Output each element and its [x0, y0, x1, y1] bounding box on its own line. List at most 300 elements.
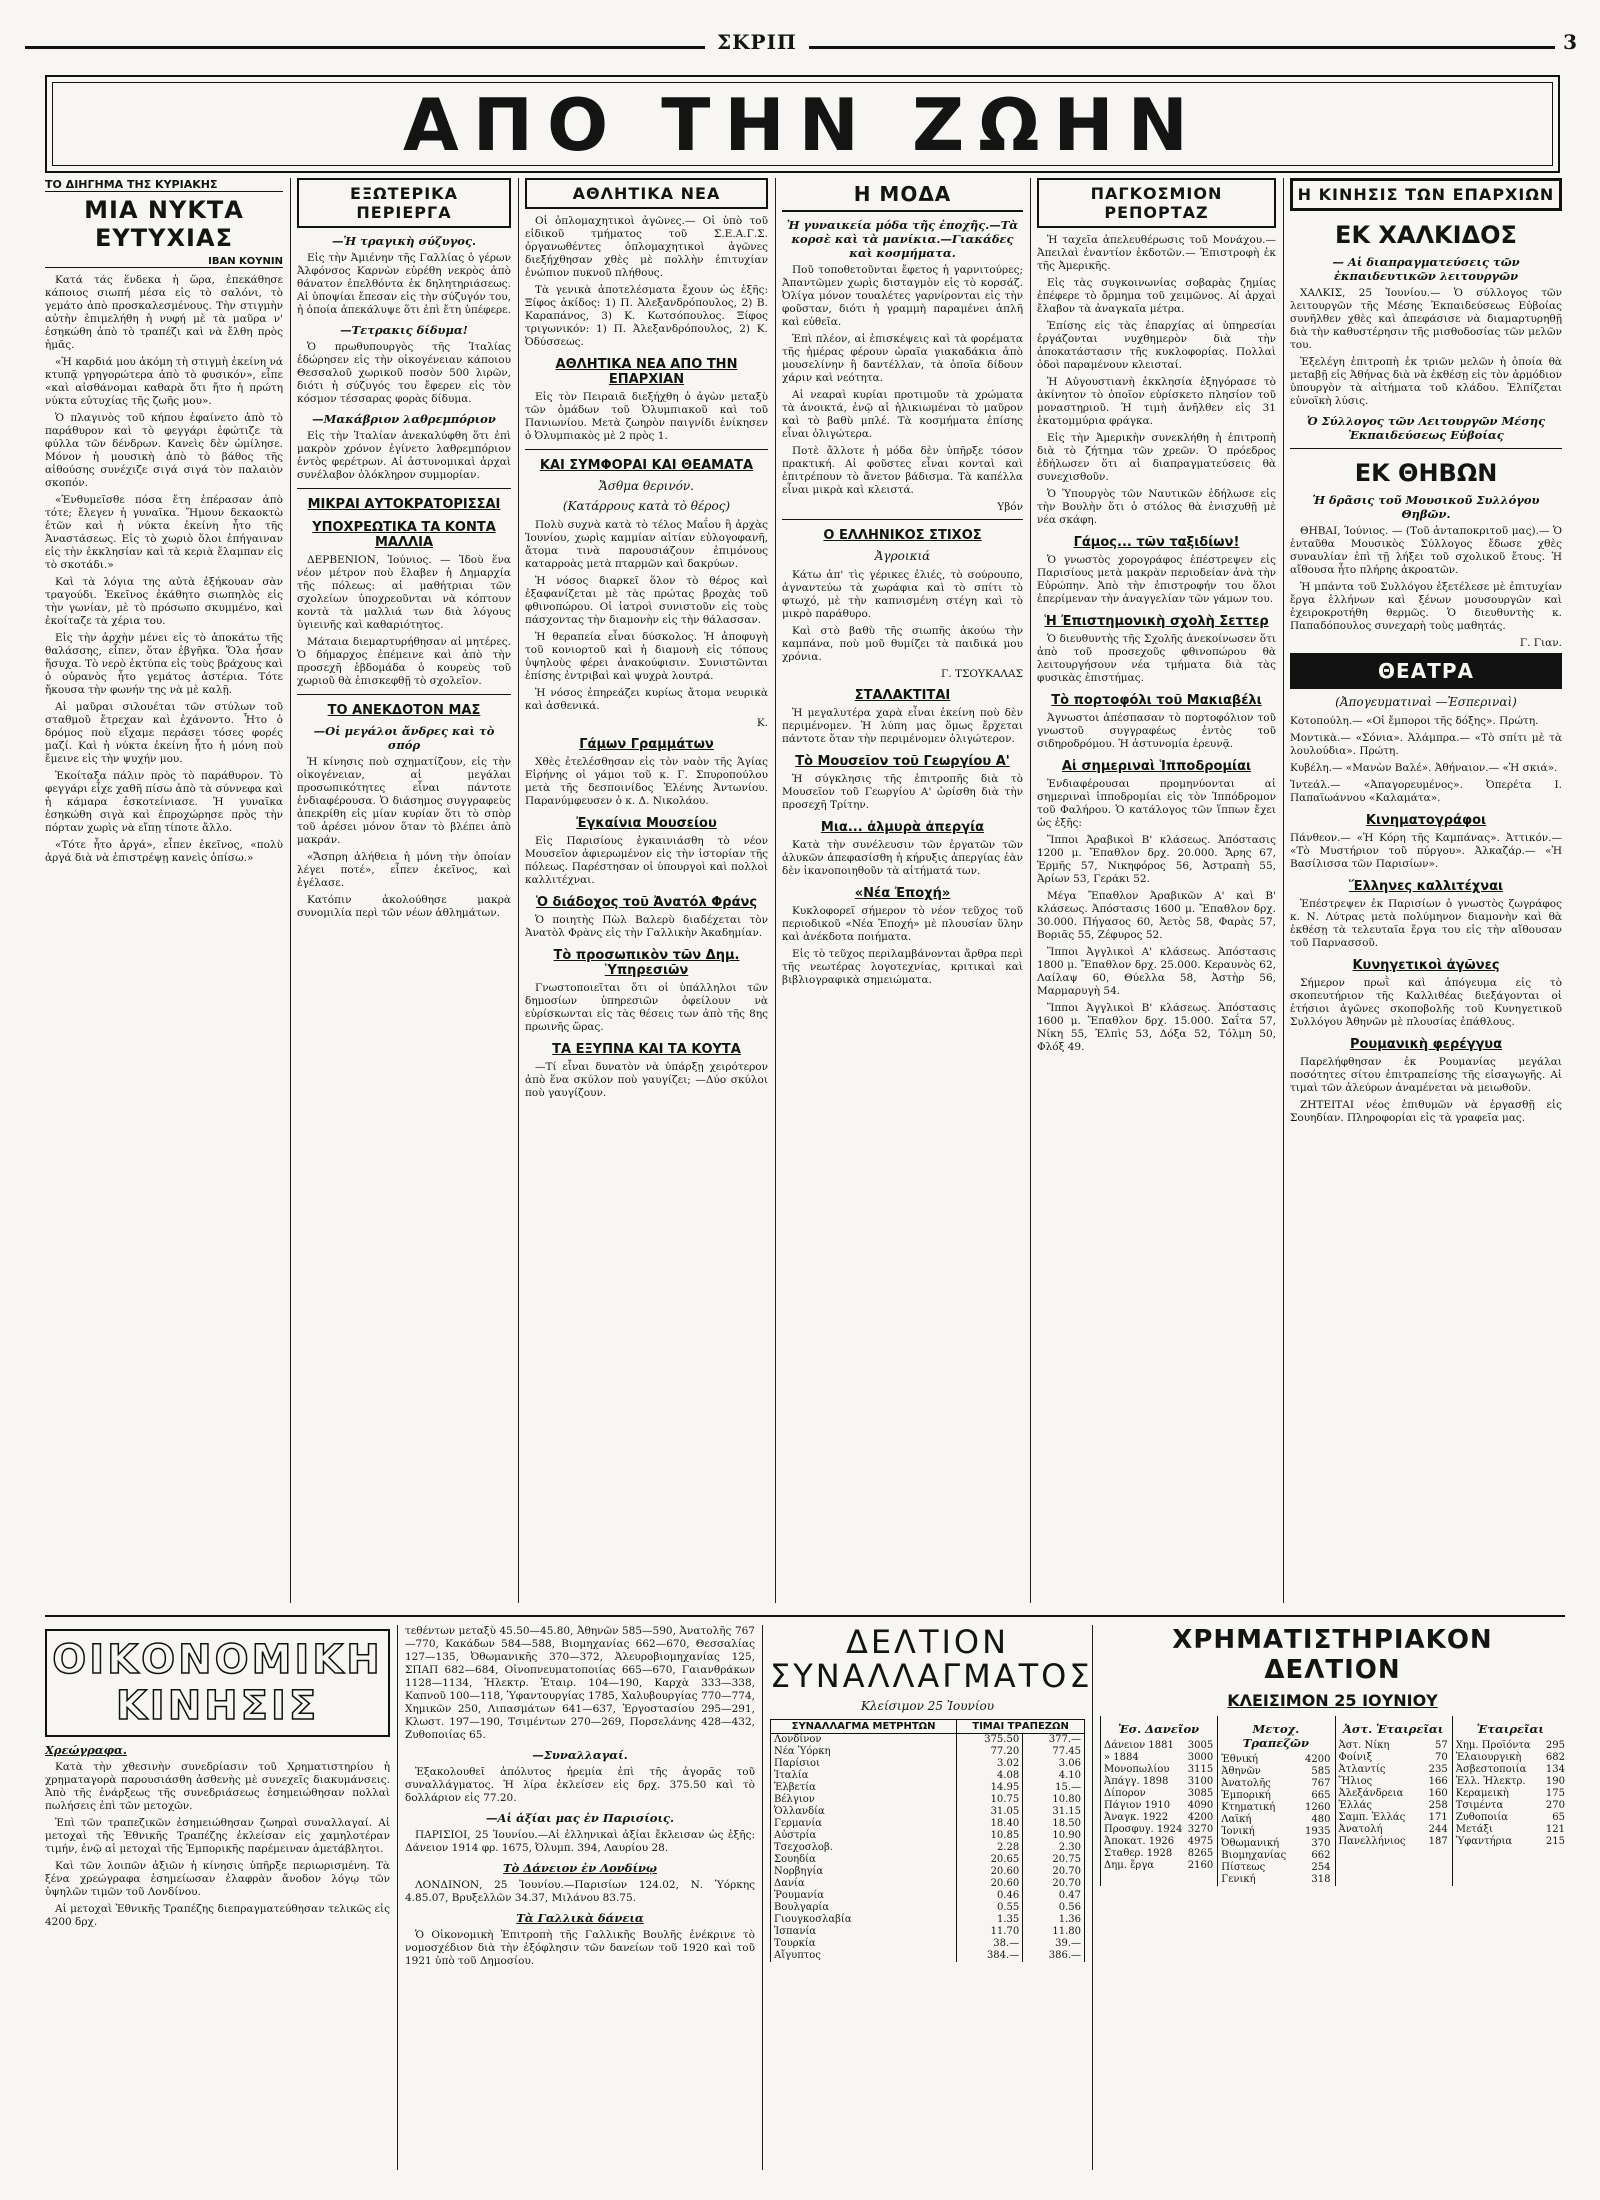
- stock-name: Πίστεως: [1221, 1862, 1266, 1873]
- stock-price: 682: [1545, 1752, 1565, 1763]
- story-paragraph: Ὁ πλαγινὸς τοῦ κήπου ἐφαίνετο ἀπὸ τὸ παράθυρον καὶ τὸ φεγγάρι ἐφώτιζε τὰ φύλλα τῶν δένδρων. Κανεὶς δὲν ὡμίλησε. Μόνον ἡ μουσικὴ ἀπὸ τὸ βάθος τῆς αἰθούσης συνέχιζε σιγά σιγά τὸν παλαιὸν σκοπόν.: [45, 412, 283, 489]
- item-text: Μάταια διεμαρτυρήθησαν αἱ μητέρες. Ὁ δήμαρχος ἐπέμεινε καὶ ἀπὸ τὴν προσεχῆ ἑβδομάδα ὁ κουρεὺς τοῦ χωριοῦ θὰ ἐπισκεφθῇ τὸ σχολεῖον.: [297, 636, 511, 687]
- stock-price: 665: [1311, 1790, 1331, 1801]
- exchange-bulletin: [770, 1623, 1093, 1962]
- item-text: ΠΑΡΙΣΙΟΙ, 25 Ἰουνίου.—Αἱ ἑλληνικαὶ ἀξίαι ἔκλεισαν ὡς ἑξῆς: Δάνειον 1914 φρ. 1675, Ὀλυμπ. 394, Λαυρίου 28.: [405, 1829, 755, 1854]
- divider: [297, 488, 511, 489]
- item-text: Ἡ νόσος ἐπηρεάζει κυρίως ἄτομα νευρικὰ καὶ ἀσθενικά.: [525, 687, 768, 712]
- stock-price: 4090: [1187, 1800, 1214, 1811]
- stock-row: [1104, 1848, 1213, 1860]
- story-paragraph: Ἐκοίταξα πάλιν πρὸς τὸ παράθυρον. Τὸ φεγγάρι εἶχε χαθῆ πίσω ἀπὸ τὰ σύννεφα καὶ ἡ κάμαρα ἐσκοτείνιασε. Ἡ γυναῖκα ἐσηκώθη σιγὰ καὶ ἐπροχώρησε πρὸς τὴν πόρταν χωρὶς νὰ εἴπῃ τίποτε ἄλλο.: [45, 770, 283, 834]
- rate-value: 3.02: [957, 1758, 1023, 1770]
- stock-price: 254: [1311, 1862, 1331, 1873]
- currency-name: Τσεχοσλοβ.: [771, 1842, 957, 1854]
- stock-name: Ἀλεξάνδρεια: [1338, 1788, 1404, 1799]
- stock-name: Τσιμέντα: [1455, 1800, 1504, 1811]
- stock-price: 3085: [1187, 1788, 1214, 1799]
- stock-price: 4200: [1187, 1812, 1214, 1823]
- item-title: —Συναλλαγαί.: [532, 1748, 628, 1762]
- stock-name: Σταθερ. 1928: [1104, 1848, 1173, 1859]
- stock-row: [1221, 1814, 1330, 1826]
- stock-row: [1221, 1778, 1330, 1790]
- stock-bulletin: [1100, 1625, 1565, 1886]
- stock-subtitle: ΚΛΕΙΣΙΜΟΝ 25 ΙΟΥΝΙΟΥ: [1227, 1691, 1438, 1710]
- rate-value: 10.85: [957, 1830, 1023, 1842]
- rate-value: 0.47: [1023, 1890, 1085, 1902]
- section-header: Η ΜΟΔΑ: [782, 178, 1023, 212]
- item-subtitle: (Ἀπογευματιναὶ —Ἑσπεριναὶ): [1335, 695, 1517, 709]
- column-rule: [1030, 178, 1031, 1603]
- stock-title: ΧΡΗΜΑΤΙΣΤΗΡΙΑΚΟΝ ΔΕΛΤΙΟΝ: [1172, 1625, 1493, 1685]
- stock-price: 3270: [1187, 1824, 1214, 1835]
- economy-column: [45, 1629, 390, 1933]
- item-text: Κυκλοφορεῖ σήμερον τὸ νέον τεῦχος τοῦ περιοδικοῦ «Νέα Ἐποχή» μὲ πλουσίαν ὕλην καὶ ἀνέκδοτα ποιήματα.: [782, 905, 1023, 943]
- item-headline: Ἐγκαίνια Μουσείου: [576, 816, 717, 831]
- item-text: Αἱ μετοχαὶ Ἐθνικῆς Τραπέζης διεπραγματεύθησαν τελικῶς εἰς 4200 δρχ.: [45, 1903, 390, 1928]
- rate-value: 77.20: [957, 1746, 1023, 1758]
- currency-name: Βουλγαρία: [771, 1902, 957, 1914]
- stock-price: 190: [1545, 1776, 1565, 1787]
- stock-price: 2160: [1187, 1860, 1214, 1871]
- stock-row: [1221, 1874, 1330, 1886]
- stock-name: Ἀνατολή: [1338, 1824, 1383, 1835]
- stock-name: Κτηματική: [1221, 1802, 1276, 1813]
- item-text: Εἰς τὸν Πειραιᾶ διεξήχθη ὁ ἀγὼν μεταξὺ τῶν ὁμάδων τοῦ Ὀλυμπιακοῦ καὶ τοῦ Πανιωνίου. Μετὰ ζωηρὸν παιγνίδι ἐνίκησεν ὁ Ὀλυμπιακὸς μὲ 2 πρὸς 1.: [525, 391, 768, 442]
- table-row: [771, 1902, 1085, 1914]
- item-text: Ἡ Αὐγουστιανὴ ἐκκλησία ἐξηγόρασε τὸ ἀκίνητον τὸ ὁποῖον εὑρίσκετο πλησίον τοῦ μοναστηριοῦ. Ἡ τιμὴ ἀνῆλθεν εἰς 31 ἑκατομμύρια φράγκα.: [1037, 376, 1276, 427]
- column-rule: [1092, 1625, 1093, 2170]
- financial-section: [45, 1615, 1565, 2175]
- stock-name: Φοίνιξ: [1338, 1752, 1373, 1763]
- item-text: τεθέντων μεταξὺ 45.50—45.80, Ἀθηνῶν 585—590, Ἀνατολῆς 767—770, Κακάδων 584—588, Βιομηχανίας 662—670, Θεσσαλίας 127—135, Ὀθωμανικῆς 370—372, Ἀλευροβιομηχανίας 125, ΣΠΑΠ 682—684, Οἰνοπνευματοποιίας 665—670, Γαιανθράκων 1128—1134, Ἠλεκτρ. Ἑταιρ. 104—190, Καρχὰ 333—338, Καπνοῦ 100—118, Ὑφαντουργίας 1785, Χαλυβουργίας 770—774, Χημικῶν 250, Λιπασμάτων 641—637, Ἐργοστασίου 295—291, Κλωστ. 197—190, Τσιμέντων 270—269, Πορσελάνης 428—432, Ζυθοποιίας 65.: [405, 1625, 755, 1741]
- item-text: Ὁ γνωστὸς χορογράφος ἐπέστρεψεν εἰς Παρισίους μετὰ μακρὰν περιοδείαν ἀνὰ τὴν Εὐρώπην. Ἀπὸ τὴν ἐπιστροφήν του ὅλοι ἐπερίμεναν τὴν ἀναγγελίαν τῶν γάμων του.: [1037, 554, 1276, 605]
- item-text: Ἐνδιαφέρουσαι προμηνύονται αἱ σημεριναὶ ἱπποδρομίαι εἰς τὸν Ἱππόδρομον τοῦ Φαλήρου. Ὁ κατάλογος τῶν ἵππων ἔχει ὡς ἑξῆς:: [1037, 778, 1276, 829]
- stock-name: Μονοπωλίου: [1104, 1764, 1170, 1775]
- table-row: [771, 1878, 1085, 1890]
- stock-name: Ἐμπορική: [1221, 1790, 1271, 1801]
- item-text: Ἡ ταχεῖα ἀπελευθέρωσις τοῦ Μονάχου.— Ἀπειλαὶ ἐναντίον ἐκδοτῶν.— Ἐπιστροφὴ ἐκ τῆς Ἀμερικῆς.: [1037, 234, 1276, 272]
- rate-value: 377.—: [1023, 1734, 1085, 1747]
- item-text: Ποῦ τοποθετοῦνται ἔφετος ἡ γαρνιτούρες; Ἀπαντῶμεν χωρὶς δισταγμὸν εἰς τὸ κορσάζ. Ὀλίγα μόνον τουαλέτες γαρνίρονται εἰς τὴν φοῦσταν, διότι ἡ γραμμὴ παραμένει ἁπλῆ καὶ εὐθεῖα.: [782, 264, 1023, 328]
- item-text: Εἰς τὴν Ἀμερικὴν συνεκλήθη ἡ ἐπιτροπὴ διὰ τὸ ζήτημα τῶν χρεῶν. Ὁ πρόεδρος ἐδήλωσεν ὅτι αἱ διαπραγματεύσεις θὰ συνεχισθοῦν.: [1037, 432, 1276, 483]
- table-row: [771, 1842, 1085, 1854]
- item-headline: Ὁ διάδοχος τοῦ Ἀνατόλ Φράνς: [535, 895, 758, 910]
- item-text: Ἡ κίνησις ποὺ σχηματίζουν, εἰς τὴν οἰκογένειαν, αἱ μεγάλαι προσωπικότητες εἶναι πάντοτε ἐνδιαφέρουσα. Ὁ διάσημος συγγραφεὺς ἀπεκρίθη εἰς μίαν κυρίαν ὅτι τὸ σπὸρ τοῦ ἀρέσει μόνον ὅταν τὸ βλέπει ἀπὸ μακράν.: [297, 756, 511, 846]
- item-headline: Τὸ πορτοφόλι τοῦ Μακιαβέλι: [1051, 693, 1262, 708]
- stock-name: Βιομηχανίας: [1221, 1850, 1287, 1861]
- stock-row: [1456, 1776, 1565, 1788]
- poem-title: Ἀγροικιά: [874, 549, 931, 563]
- item-text: Γνωστοποιεῖται ὅτι οἱ ὑπάλληλοι τῶν δημοσίων ὑπηρεσιῶν ὀφείλουν νὰ εὑρίσκωνται εἰς τὰς θέσεις των ἀπὸ τῆς 8ης πρωινῆς ὥρας.: [525, 982, 768, 1033]
- item-text: Ἐξακολουθεῖ ἀπόλυτος ἠρεμία ἐπὶ τῆς ἀγορᾶς τοῦ συναλλάγματος. Ἡ λίρα ἐκλείσεν εἰς δρχ. 375.50 καὶ τὸ δολλάριον εἰς 77.20.: [405, 1766, 755, 1804]
- item-text: Εἰς τὰς συγκοινωνίας σοβαρὰς ζημίας ἐπέφερε τὸ ὄρμημα τοῦ χειμῶνος. Αἱ ἀρχαὶ ἔλαβον τὰ ἀναγκαῖα μέτρα.: [1037, 277, 1276, 315]
- story-paragraph: Καὶ τὰ λόγια της αὐτὰ ἐξήκουαν σὰν τραγούδι. Ἐκεῖνος ἐκάθητο σιωπηλὸς εἰς τὴν γωνίαν, μὲ τὸ πρόσωπο σκυμμένο, καὶ ἐκοίταζε τὰ χέρια του.: [45, 576, 283, 627]
- item-headline: Γάμων Γραμμάτων: [579, 737, 714, 752]
- stock-name: Λαϊκή: [1221, 1814, 1252, 1825]
- item-text: Ἐπὶ τῶν τραπεζικῶν ἐσημειώθησαν ζωηραὶ συναλλαγαί. Αἱ μετοχαὶ τῆς Ἐθνικῆς Τραπέζης ἐκλείσαν εἰς χαμηλοτέραν τιμήν, ἐνῷ αἱ μετοχαὶ τῆς Ἐμπορικῆς παρέμειναν ἀμετάβλητοι.: [45, 1817, 390, 1855]
- currency-name: Γερμανία: [771, 1818, 957, 1830]
- stock-name: Ἐθνική: [1221, 1754, 1259, 1765]
- item-text: ΧΑΛΚΙΣ, 25 Ἰουνίου.— Ὁ σύλλογος τῶν λειτουργῶν τῆς Μέσης Ἐκπαιδεύσεως Εὐβοίας συνῆλθεν χθὲς καὶ ἀπεφάσισε νὰ διαμαρτυρηθῇ διὰ τὴν καθυστέρησιν τῆς μισθοδοσίας τῶν μελῶν του.: [1290, 287, 1562, 351]
- stock-group-title: Ἑταιρεῖαι: [1476, 1722, 1544, 1736]
- item-subtitle: Ἡ δρᾶσις τοῦ Μουσικοῦ Συλλόγου Θηβῶν.: [1312, 493, 1540, 521]
- table-row: [771, 1782, 1085, 1794]
- rate-value: 375.50: [957, 1734, 1023, 1747]
- currency-name: Ἰσπανία: [771, 1926, 957, 1938]
- stock-name: Δημ. ἔργα: [1104, 1860, 1155, 1871]
- currency-name: Λονδίνον: [771, 1734, 957, 1747]
- stock-price: 175: [1545, 1788, 1565, 1799]
- item-text: ΛΟΝΔΙΝΟΝ, 25 Ἰουνίου.—Παρισίων 124.02, Ν. Ὑόρκης 4.85.07, Βρυξελλῶν 34.37, Μιλάνου 83.75.: [405, 1879, 755, 1904]
- currency-name: Νέα Ὑόρκη: [771, 1746, 957, 1758]
- item-text: Σήμερον πρωῒ καὶ ἀπόγευμα εἰς τὸ σκοπευτήριον τῆς Καλλιθέας διεξάγονται οἱ ἐτήσιοι ἀγῶνες σκοποβολῆς τοῦ Κυνηγετικοῦ Συλλόγου Ἀθηνῶν μὲ πλουσίας ἐπάθλους.: [1290, 977, 1562, 1028]
- item-title: Τὸ Δάνειον ἐν Λονδίνῳ: [503, 1861, 657, 1875]
- stock-group: [1335, 1716, 1448, 1886]
- stock-row: [1104, 1752, 1213, 1764]
- item-headline: Ρουμανικὴ φερέγγυα: [1349, 1037, 1503, 1052]
- stock-row: [1339, 1800, 1448, 1812]
- rate-value: 384.—: [957, 1950, 1023, 1962]
- stock-name: Ἑλλ. Ἠλεκτρ.: [1455, 1776, 1526, 1787]
- poem-text: Καὶ στὸ βαθὺ τῆς σιωπῆς ἀκούω τὴν καμπάνα, ποὺ μοῦ θυμίζει τὰ παιδικά μου χρόνια.: [782, 625, 1023, 663]
- item-subtitle: — Αἱ διαπραγματεύσεις τῶν ἐκπαιδευτικῶν λειτουργῶν: [1332, 255, 1520, 283]
- stock-name: » 1884: [1104, 1752, 1139, 1763]
- banner-title: ΑΠΟ ΤΗΝ ΖΩΗΝ: [403, 83, 1202, 167]
- item-text: ΘΗΒΑΙ, Ἰούνιος. — (Τοῦ ἀνταποκριτοῦ μας).— Ὁ ἐνταῦθα Μουσικὸς Σύλλογος ἔδωσε χθὲς συναυλίαν ἐπὶ τῇ λήξει τοῦ σχολικοῦ ἔτους. Ἡ αἴθουσα ἦτο πλήρης ἀκροατῶν.: [1290, 525, 1562, 576]
- stock-name: Ἥλιος: [1338, 1776, 1373, 1787]
- stock-name: Ζυθοποιία: [1455, 1812, 1509, 1823]
- story-paragraph: Εἰς τὴν ἀρχὴν μένει εἰς τὸ ἀποκάτω τῆς θαλάσσης, εἶπεν, ὅταν ἐβγῆκα. Ὅλα ἦσαν ἥσυχα. Τὸ νερὸ ἐκτύπα εἰς τοὺς βράχους καὶ ὁ οὐρανὸς ἦτο γεμάτος ἀστέρια. Τότε ἤκουσα τὴν φωνήν της νὰ μὲ καλῇ.: [45, 632, 283, 696]
- stock-name: Ἀπάγγ. 1898: [1104, 1776, 1169, 1787]
- stock-price: 8265: [1187, 1848, 1214, 1859]
- stock-price: 4975: [1187, 1836, 1214, 1847]
- cinema-listing: Πάνθεον.— «Ἡ Κόρη τῆς Καμπάνας». Ἀττικόν.— «Τὸ Μυστήριον τοῦ πύργου». Ἀλκαζάρ.— «Ἡ Βασίλισσα τῶν Παρισίων».: [1290, 832, 1562, 870]
- stock-row: [1456, 1824, 1565, 1836]
- table-row: [771, 1818, 1085, 1830]
- story-column: [45, 178, 283, 1603]
- stock-price: 1260: [1305, 1802, 1331, 1813]
- stock-name: Ἀναγκ. 1922: [1104, 1812, 1169, 1823]
- item-title: Ἄσθμα θερινόν.: [599, 479, 694, 493]
- rate-value: 20.75: [1023, 1854, 1085, 1866]
- rate-value: 0.55: [957, 1902, 1023, 1914]
- column-header: ΤΙΜΑΙ ΤΡΑΠΕΖΩΝ: [957, 1720, 1085, 1734]
- item-subtitle: (Κατάρρους κατὰ τὸ θέρος): [562, 499, 731, 513]
- stock-row: [1339, 1752, 1448, 1764]
- item-text: Μέγα Ἔπαθλον Ἀραβικῶν Α' καὶ Β' κλάσεως. Ἀπόστασις 1600 μ. Ἔπαθλον δρχ. 30.000. Πήγασος 60, Ἀετὸς 58, Φαρὰς 57, Βοριᾶς 55, Ζέφυρος 52.: [1037, 890, 1276, 941]
- stock-name: Ὀθωμανική: [1221, 1838, 1280, 1849]
- stock-price: 3000: [1187, 1752, 1214, 1763]
- item-text: Ἐξελέγη ἐπιτροπὴ ἐκ τριῶν μελῶν ἡ ὁποία θὰ μεταβῇ εἰς Ἀθήνας διὰ νὰ ἐκθέσῃ εἰς τὸν ἁρμόδιον ὑπουργὸν τὰ αἰτήματα τοῦ κλάδου. Ἐλπίζεται εὐνοϊκὴ λύσις.: [1290, 356, 1562, 407]
- item-text: Ἐπὶ πλέον, αἱ ἐπισκέψεις καὶ τὰ φορέματα τῆς ἡμέρας φέρουν ὡραῖα γιακαδάκια ἀπὸ μουσελίνην ἢ δαντέλλαν, τὰ ὁποῖα δίδουν χάριν καὶ νεότητα.: [782, 333, 1023, 384]
- stock-group: [1100, 1716, 1213, 1886]
- stock-row: [1339, 1776, 1448, 1788]
- stock-name: Πάγιον 1910: [1104, 1800, 1171, 1811]
- item-text: Ἵπποι Ἀγγλικοὶ Α' κλάσεως. Ἀπόστασις 1800 μ. Ἔπαθλον δρχ. 25.000. Κεραυνὸς 62, Λαίλαψ 60, Θύελλα 58, Ἀστὴρ 56, Μαρμαρυγὴ 54.: [1037, 946, 1276, 997]
- item-headline: Ἡ Ἐπιστημονικὴ σχολὴ Σεττερ: [1044, 614, 1269, 629]
- table-row: [771, 1938, 1085, 1950]
- table-row: [771, 1734, 1085, 1747]
- exchange-table: [770, 1719, 1085, 1962]
- stock-name: Χημ. Προϊόντα: [1455, 1740, 1531, 1751]
- stock-name: Ἀσβεστοποιία: [1455, 1764, 1527, 1775]
- item-headline: ΥΠΟΧΡΕΩΤΙΚΑ ΤΑ ΚΟΝΤΑ ΜΑΛΛΙΑ: [312, 520, 496, 550]
- currency-name: Βέλγιον: [771, 1794, 957, 1806]
- table-row: [771, 1890, 1085, 1902]
- stock-row: [1221, 1802, 1330, 1814]
- currency-name: Παρίσιοι: [771, 1758, 957, 1770]
- stock-price: 258: [1428, 1800, 1448, 1811]
- stock-group: [1217, 1716, 1330, 1886]
- stock-price: 70: [1435, 1752, 1448, 1763]
- stock-price: 3100: [1187, 1776, 1214, 1787]
- stock-group: [1452, 1716, 1565, 1886]
- item-text: Κατὰ τὴν συνέλευσιν τῶν ἐργατῶν τῶν ἁλυκῶν ἀπεφασίσθη ἡ κήρυξις ἀπεργίας ἐὰν δὲν ἱκανοποιηθοῦν τὰ αἰτήματά των.: [782, 839, 1023, 877]
- provinces-column: [1290, 178, 1562, 1603]
- table-row: [771, 1926, 1085, 1938]
- item-text: —Τί εἶναι δυνατὸν νὰ ὑπάρξῃ χειρότερον ἀπὸ ἕνα σκύλον ποὺ γαυγίζει; —Δύο σκύλοι ποὺ γαυγίζουν.: [525, 1061, 768, 1099]
- section-header: ΕΞΩΤΕΡΙΚΑ ΠΕΡΙΕΡΓΑ: [297, 178, 511, 228]
- rate-value: 11.80: [1023, 1926, 1085, 1938]
- item-text: Ἡ μπάντα τοῦ Συλλόγου ἐξετέλεσε μὲ ἐπιτυχίαν ἔργα ἑλλήνων καὶ ξένων μουσουργῶν καὶ ἐχειροκροτήθη θερμῶς. Ὁ διευθυντὴς κ. Παπαδόπουλος συνεχαρὴ τοὺς μαθητάς.: [1290, 581, 1562, 632]
- item-text: Κατόπιν ἀκολούθησε μακρὰ συνομιλία περὶ τῶν νέων ἀθλημάτων.: [297, 894, 511, 919]
- rate-value: 4.08: [957, 1770, 1023, 1782]
- signature: Ὁ Σύλλογος τῶν Λειτουργῶν Μέσης Ἐκπαιδεύσεως Εὐβοίας: [1306, 414, 1546, 442]
- story-paragraph: Αἱ μαῦραι σιλουέται τῶν στύλων τοῦ σταθμοῦ ἔτρεχαν καὶ ἐχάνοντο. Ἦτο ὁ δρόμος ποὺ εἴχαμε περάσει τόσες φορές μαζί. Καὶ ἡ νύκτα ἐκείνη ἦτο ἡ μόνη ποὺ ἔμεινε εἰς τὴν ψυχήν μου.: [45, 701, 283, 765]
- currency-name: Ἰταλία: [771, 1770, 957, 1782]
- signature: Γ. Γιαν.: [1519, 637, 1562, 649]
- rate-value: 10.75: [957, 1794, 1023, 1806]
- stock-name: Ἰονική: [1221, 1826, 1255, 1837]
- currency-name: Νορβηγία: [771, 1866, 957, 1878]
- rate-value: 20.70: [1023, 1878, 1085, 1890]
- currency-name: Τουρκία: [771, 1938, 957, 1950]
- rate-value: 386.—: [1023, 1950, 1085, 1962]
- item-text: Εἰς τὴν Ἀμιένην τῆς Γαλλίας ὁ γέρων Ἀλφόνσος Καρνὼν εὑρέθη νεκρὸς ἀπὸ θάνατον ἐπελθόντα ἐκ δηλητηριάσεως. Αἱ ὑποψίαι ἔπεσαν εἰς τὴν σύζυγόν του, ἡ ὁποία ἀπεκάλυψε ὅτι ἐπὶ ἔτη ὑπέφερε.: [297, 252, 511, 316]
- rate-value: 1.36: [1023, 1914, 1085, 1926]
- stock-price: 57: [1435, 1740, 1448, 1751]
- stock-price: 370: [1311, 1838, 1331, 1849]
- signature: Υβόν: [997, 501, 1023, 513]
- stock-row: [1456, 1740, 1565, 1752]
- stock-name: Δάνειον 1881: [1104, 1740, 1174, 1751]
- item-headline: «Νέα Ἐποχή»: [854, 886, 951, 901]
- item-title: —Ἡ τραγικὴ σύζυγος.: [332, 234, 476, 248]
- economy-column-continued: [405, 1625, 755, 1972]
- stock-row: [1339, 1740, 1448, 1752]
- stock-price: 65: [1552, 1812, 1565, 1823]
- stock-name: Κεραμεικὴ: [1455, 1788, 1509, 1799]
- currency-name: Σουηδία: [771, 1854, 957, 1866]
- rate-value: 0.56: [1023, 1902, 1085, 1914]
- stock-group-title: Ἐσ. Δανεῖον: [1118, 1722, 1200, 1736]
- stock-price: 480: [1311, 1814, 1331, 1825]
- currency-name: Δανία: [771, 1878, 957, 1890]
- theatre-listing: Κυβέλη.— «Μανὼν Βαλέ». Ἀθήναιον.— «Ἡ σκιά».: [1290, 762, 1558, 774]
- rate-value: 2.30: [1023, 1842, 1085, 1854]
- region-headline: ΕΚ ΘΗΒΩΝ: [1354, 459, 1498, 487]
- rate-value: 18.40: [957, 1818, 1023, 1830]
- exchange-title: ΔΕΛΤΙΟΝ ΣΥΝΑΛΛΑΓΜΑΤΟΣ: [770, 1623, 1093, 1695]
- column-rule: [397, 1625, 398, 2170]
- currency-name: Ἑλβετία: [771, 1782, 957, 1794]
- stock-name: Πανελλήνιος: [1338, 1836, 1406, 1847]
- stock-row: [1104, 1860, 1213, 1872]
- item-text: Ἡ σύγκλησις τῆς ἐπιτροπῆς διὰ τὸ Μουσεῖον τοῦ Γεωργίου Α' ὡρίσθη διὰ τὴν προσεχῆ Τρίτην.: [782, 773, 1023, 811]
- item-text: ΖΗΤΕΙΤΑΙ νέος ἐπιθυμῶν νὰ ἐργασθῇ εἰς Σουηδίαν. Πληροφορίαι εἰς τὰ γραφεῖα μας.: [1290, 1099, 1562, 1124]
- item-headline: Τὸ Μουσεῖον τοῦ Γεωργίου Α': [795, 754, 1010, 769]
- stock-row: [1456, 1836, 1565, 1848]
- story-paragraph: «Ἐνθυμεῖσθε πόσα ἔτη ἐπέρασαν ἀπὸ τότε; ἔλεγεν ἡ γυναῖκα. Ἤμουν δεκαοκτὼ ἐτῶν καὶ ἡ νύκτα ἐκείνη ἦτο τῆς Ἀναστάσεως. Εἰς τὸ χωριὸ ὅλοι ἐπήγαιναν εἰς τὴν ἐκκλησίαν καὶ τὰ κεριὰ ἔλαμπαν εἰς τὸ σκοτάδι.»: [45, 494, 283, 571]
- item-headline: Ἕλληνες καλλιτέχναι: [1348, 879, 1504, 894]
- section-header: ΑΘΛΗΤΙΚΑ ΝΕΑ: [525, 178, 768, 209]
- stock-price: 4200: [1305, 1754, 1331, 1765]
- stock-group-title: Μετοχ. Τραπεζῶν: [1242, 1722, 1309, 1750]
- currency-name: Αἴγυπτος: [771, 1950, 957, 1962]
- stock-row: [1104, 1776, 1213, 1788]
- item-text: Ἡ μεγαλυτέρα χαρὰ εἶναι ἐκείνη ποὺ δὲν περιμένομεν. Ἡ λύπη μας ὅμως ἔρχεται πάντοτε ὅταν τὴν περιμένομεν ὀλιγώτερον.: [782, 707, 1023, 745]
- divider: [297, 694, 511, 695]
- stock-row: [1456, 1764, 1565, 1776]
- item-text: Ποτὲ ἄλλοτε ἡ μόδα δὲν ὑπῆρξε τόσον πρακτική. Αἱ φοῦστες εἶναι κονταὶ καὶ ἐπιτρέπουν τὸ ἄνετον βάδισμα. Τὰ καπέλλα εἶναι μικρὰ καὶ κλειστά.: [782, 445, 1023, 496]
- item-text: Ὁ Ὑπουργὸς τῶν Ναυτικῶν ἐδήλωσε εἰς τὴν Βουλὴν ὅτι ὁ στόλος θὰ ἐνισχυθῇ μὲ νέα σκάφη.: [1037, 488, 1276, 526]
- table-row: [771, 1770, 1085, 1782]
- signature: Κ.: [756, 717, 768, 729]
- stock-name: Ἀστ. Νίκη: [1338, 1740, 1390, 1751]
- stock-price: 295: [1545, 1740, 1565, 1751]
- currency-name: Γιουγκοσλαβία: [771, 1914, 957, 1926]
- rate-value: 11.70: [957, 1926, 1023, 1938]
- stock-price: 767: [1311, 1778, 1331, 1789]
- stock-price: 215: [1545, 1836, 1565, 1847]
- table-row: [771, 1914, 1085, 1926]
- column-rule: [762, 1625, 763, 2170]
- rate-value: 18.50: [1023, 1818, 1085, 1830]
- stock-name: Δίπορον: [1104, 1788, 1146, 1799]
- item-title: —Μακάβριον λαθρεμπόριον: [312, 412, 496, 426]
- rate-value: 31.05: [957, 1806, 1023, 1818]
- item-text: Ὁ διευθυντὴς τῆς Σχολῆς ἀνεκοίνωσεν ὅτι ἀπὸ τοῦ προσεχοῦς φθινοπώρου θὰ λειτουργήσουν νέα τμήματα διὰ τὰς φυσικὰς ἐπιστήμας.: [1037, 633, 1276, 684]
- stock-name: Γενική: [1221, 1874, 1256, 1885]
- stock-price: 187: [1428, 1836, 1448, 1847]
- stock-row: [1339, 1788, 1448, 1800]
- stock-row: [1104, 1836, 1213, 1848]
- item-text: Παρελήφθησαν ἐκ Ρουμανίας μεγάλαι ποσότητες σίτου ἐπιτραπείσης τῆς εἰσαγωγῆς. Αἱ τιμαὶ τῶν ἀλεύρων ἀναμένεται νὰ μειωθοῦν.: [1290, 1056, 1562, 1094]
- story-paragraph: Κατά τάς ἕνδεκα ἡ ὥρα, ἐπεκάθησε κάποιος σιωπή μέσα εἰς τὸ σαλόνι, τὸ γεμάτο ἀπὸ προσκαλεσμένους. Τὴν στιγμὴν αὐτὴν ἐπιμελήθη ἡ νυφή μὲ τὰ μαῦρα ν' ἐσηκώθη ἀπὸ τὸ τραπέζι καὶ νὰ ἔλθη πρὸς ἡμᾶς.: [45, 274, 283, 351]
- section-banner: [45, 75, 1560, 173]
- item-headline: ΣΤΑΛΑΚΤΙΤΑΙ: [854, 688, 951, 703]
- item-text: ΔΕΡΒΕΝΙΟΝ, Ἰούνιος. — Ἰδοὺ ἕνα νέον μέτρον ποὺ ἔλαβεν ἡ Δημαρχία τῆς πόλεως: αἱ μαθήτριαι τῶν σχολείων ὑποχρεοῦνται νὰ κόπτουν κοντὰ τὰ μαλλιά των διὰ λόγους ὑγιεινῆς καὶ καθαριότητος.: [297, 554, 511, 631]
- item-text: Κατὰ τὴν χθεσινὴν συνεδρίασιν τοῦ Χρηματιστηρίου ἡ χρηματαγορὰ παρουσιάσθη ἀσθενὴς μὲ συνεχεῖς διακυμάνσεις. Ἀπὸ τῆς ἐνάρξεως τῆς συνεδριάσεως ἐσημειώθησαν πολλαὶ πωλήσεις ἐπὶ τῶν μετοχῶν.: [45, 1761, 390, 1812]
- stock-price: 166: [1428, 1776, 1448, 1787]
- item-headline: Μια... ἀλμυρὰ ἀπεργία: [820, 820, 985, 835]
- item-headline: Κυνηγετικοὶ ἀγῶνες: [1352, 958, 1500, 973]
- rate-value: 14.95: [957, 1782, 1023, 1794]
- stock-row: [1104, 1740, 1213, 1752]
- stock-row: [1221, 1754, 1330, 1766]
- currency-name: Αὐστρία: [771, 1830, 957, 1842]
- item-text: Ὁ Οἰκονομικὴ Ἐπιτροπὴ τῆς Γαλλικῆς Βουλῆς ἐνέκρινε τὸ νομοσχέδιον διὰ τὴν ἐξόφλησιν τῶν δανείων τοῦ 1920 καὶ τοῦ 1921 ὑπὸ τοῦ Δημοσίου.: [405, 1929, 755, 1967]
- stock-price: 662: [1311, 1850, 1331, 1861]
- stock-name: Ὑφαντήρια: [1455, 1836, 1513, 1847]
- story-paragraph: «Τότε ἦτο ἀργά», εἶπεν ἐκεῖνος, «πολὺ ἀργά διὰ νὰ ἐπιστρέψῃ κανεὶς ὀπίσω.»: [45, 839, 283, 864]
- divider: [525, 449, 768, 450]
- story-paragraph: «Ἡ καρδιά μου ἀκόμη τὴ στιγμὴ ἐκείνη νά κτυπᾷ γρηγορώτερα ἀπὸ τὸ φυσικόν», εἶπε «καὶ αἰσθάνομαι καθαρὰ ὅτι ἤτο ἡ πρώτη νύκτα εὐτυχίας τῆς ζωῆς μου».: [45, 356, 283, 407]
- stock-row: [1221, 1838, 1330, 1850]
- rate-value: 20.60: [957, 1878, 1023, 1890]
- item-text: Εἰς Παρισίους ἐγκαινιάσθη τὸ νέον Μουσεῖον ἀφιερωμένον εἰς τὴν ἱστορίαν τῆς πόλεως. Παρέστησαν οἱ ὑπουργοὶ καὶ πολλοὶ καλλιτέχναι.: [525, 835, 768, 886]
- item-text: Χθὲς ἐτελέσθησαν εἰς τὸν ναὸν τῆς Ἁγίας Εἰρήνης οἱ γάμοι τοῦ κ. Γ. Σπυροπούλου μετὰ τῆς δεσποινίδος Ἑλένης Ἀντωνίου. Παρανύμφευσεν ὁ κ. Δ. Νικολάου.: [525, 756, 768, 807]
- item-headline: ΤΑ ΕΞΥΠΝΑ ΚΑΙ ΤΑ ΚΟΥΤΑ: [552, 1042, 741, 1057]
- stock-price: 134: [1545, 1764, 1565, 1775]
- rate-value: 20.65: [957, 1854, 1023, 1866]
- item-text: Ἐπέστρεψεν ἐκ Παρισίων ὁ γνωστὸς ζωγράφος κ. Ν. Λύτρας μετὰ πολύμηνον διαμονὴν καὶ θὰ ἐκθέσῃ τὰ τελευταῖα ἔργα του εἰς τὴν αἴθουσαν τοῦ Παρνασσοῦ.: [1290, 898, 1562, 949]
- exchange-table-body: [771, 1734, 1085, 1963]
- item-text: Εἰς τὸ τεῦχος περιλαμβάνονται ἄρθρα περὶ τῆς νεωτέρας λογοτεχνίας, κριτικαὶ καὶ βιβλιογραφικὰ σημειώματα.: [782, 948, 1023, 986]
- stock-price: 270: [1545, 1800, 1565, 1811]
- rate-value: 10.90: [1023, 1830, 1085, 1842]
- rate-value: 4.10: [1023, 1770, 1085, 1782]
- theatre-listing: Κοτοπούλη.— «Οἱ ἔμποροι τῆς δόξης». Πρώτη.: [1290, 715, 1539, 727]
- table-row: [771, 1830, 1085, 1842]
- story-kicker: ΤΟ ΔΙΗΓΗΜΑ ΤΗΣ ΚΥΡΙΑΚΗΣ: [45, 178, 283, 192]
- rate-value: 15.—: [1023, 1782, 1085, 1794]
- rate-value: 0.46: [957, 1890, 1023, 1902]
- divider: [1290, 448, 1562, 449]
- item-text: Καὶ τῶν λοιπῶν ἀξιῶν ἡ κίνησις ὑπῆρξε περιωρισμένη. Τὰ ξένα χρεώγραφα ἐσημείωσαν ἐλαφρὰν ἄνοδον λόγῳ τῶν ὑψηλῶν τιμῶν τοῦ Λονδίνου.: [45, 1860, 390, 1898]
- story-byline: ΙΒΑΝ ΚΟΥΝΙΝ: [45, 256, 283, 268]
- item-headline: Αἱ σημεριναὶ Ἱπποδρομίαι: [1061, 759, 1252, 774]
- item-text: Ἐπίσης εἰς τὰς ἐπαρχίας αἱ ὑπηρεσίαι ἐργάζονται νυχθημερὸν διὰ τὴν ἀποκατάστασιν τῆς κυκλοφορίας. Πολλαὶ ὁδοὶ παραμένουν κλεισταί.: [1037, 320, 1276, 371]
- stock-row: [1221, 1766, 1330, 1778]
- item-text: Εἰς τὴν Ἰταλίαν ἀνεκαλύφθη ὅτι ἐπὶ μακρὸν χρόνον ἐγίνετο λαθρεμπόριον ἐντὸς φερέτρων. Αἱ ἀστυνομικαὶ ἀρχαὶ συνέλαβον ὁλόκληρον συμμορίαν.: [297, 430, 511, 481]
- stock-row: [1104, 1812, 1213, 1824]
- stock-row: [1339, 1764, 1448, 1776]
- exchange-date: Κλείσιμον 25 Ἰουνίου: [860, 1699, 995, 1713]
- stock-name: Μετάξι: [1455, 1824, 1493, 1835]
- table-row: [771, 1794, 1085, 1806]
- item-text: Πολὺ συχνὰ κατὰ τὸ τέλος Μαΐου ἢ ἀρχὰς Ἰουνίου, χωρὶς καμμίαν αἰτίαν εὐλογοφανῆ, ἄτομα τινὰ παρουσιάζουν ἐπιμόνους καταρροὰς μετὰ πταρμῶν καὶ δακρύων.: [525, 519, 768, 570]
- stock-price: 171: [1428, 1812, 1448, 1823]
- item-headline: Τὸ προσωπικὸν τῶν Δημ. Ὑπηρεσιῶν: [553, 948, 740, 978]
- currency-name: Ὁλλανδία: [771, 1806, 957, 1818]
- table-row: [771, 1950, 1085, 1962]
- item-title: —Αἱ ἀξίαι μας ἐν Παρισίοις.: [485, 1811, 675, 1825]
- rate-value: 2.28: [957, 1842, 1023, 1854]
- item-text: Ἵπποι Ἀγγλικοὶ Β' κλάσεως. Ἀπόστασις 1600 μ. Ἔπαθλον δρχ. 15.000. Σαΐτα 57, Νίκη 55, Ἐλπὶς 53, Δόξα 52, Τόλμη 50, Φλόξ 49.: [1037, 1002, 1276, 1053]
- stock-price: 318: [1311, 1874, 1331, 1885]
- stock-row: [1104, 1764, 1213, 1776]
- stock-row: [1104, 1824, 1213, 1836]
- item-text: Οἱ ὁπλομαχητικοὶ ἀγῶνες.— Οἱ ὑπὸ τοῦ εἰδικοῦ τμήματος τοῦ Σ.Ε.Α.Γ.Σ. ὀργανωθέντες ὁπλομαχητικοὶ ἀγῶνες διεξήχθησαν χθὲς μὲ πολλὴν ἐπιτυχίαν ἐνώπιον πυκνοῦ πλήθους.: [525, 215, 768, 279]
- stock-name: Σαμπ. Ἑλλάς: [1338, 1812, 1406, 1823]
- foreign-curiosities-column: [297, 178, 511, 1603]
- column-rule: [775, 178, 776, 1603]
- page-number: 3: [1555, 30, 1577, 54]
- item-headline: Γάμος... τῶν ταξιδίων!: [1073, 535, 1240, 550]
- stock-name: Ἀποκατ. 1926: [1104, 1836, 1175, 1847]
- item-text: Ὁ ποιητὴς Πὼλ Βαλερὺ διαδέχεται τὸν Ἀνατὸλ Φρὰνς εἰς τὴν Γαλλικὴν Ἀκαδημίαν.: [525, 914, 768, 939]
- column-header: ΣΥΝΑΛΛΑΓΜΑ ΜΕΤΡΗΤΩΝ: [771, 1720, 957, 1734]
- item-headline: ΜΙΚΡΑΙ ΑΥΤΟΚΡΑΤΟΡΙΣΣΑΙ: [307, 497, 501, 512]
- item-subtitle: Ἡ γυναικεία μόδα τῆς ἐποχῆς.—Τὰ κορσὲ καὶ τὰ μανίκια.—Γιακάδες καὶ κοσμήματα.: [786, 218, 1019, 260]
- stock-row: [1221, 1850, 1330, 1862]
- page-masthead: [25, 30, 1577, 62]
- item-title: Χρεώγραφα.: [45, 1743, 127, 1757]
- stock-price: 3115: [1187, 1764, 1214, 1775]
- table-row: [771, 1854, 1085, 1866]
- stock-name: Ἀτλαντίς: [1338, 1764, 1386, 1775]
